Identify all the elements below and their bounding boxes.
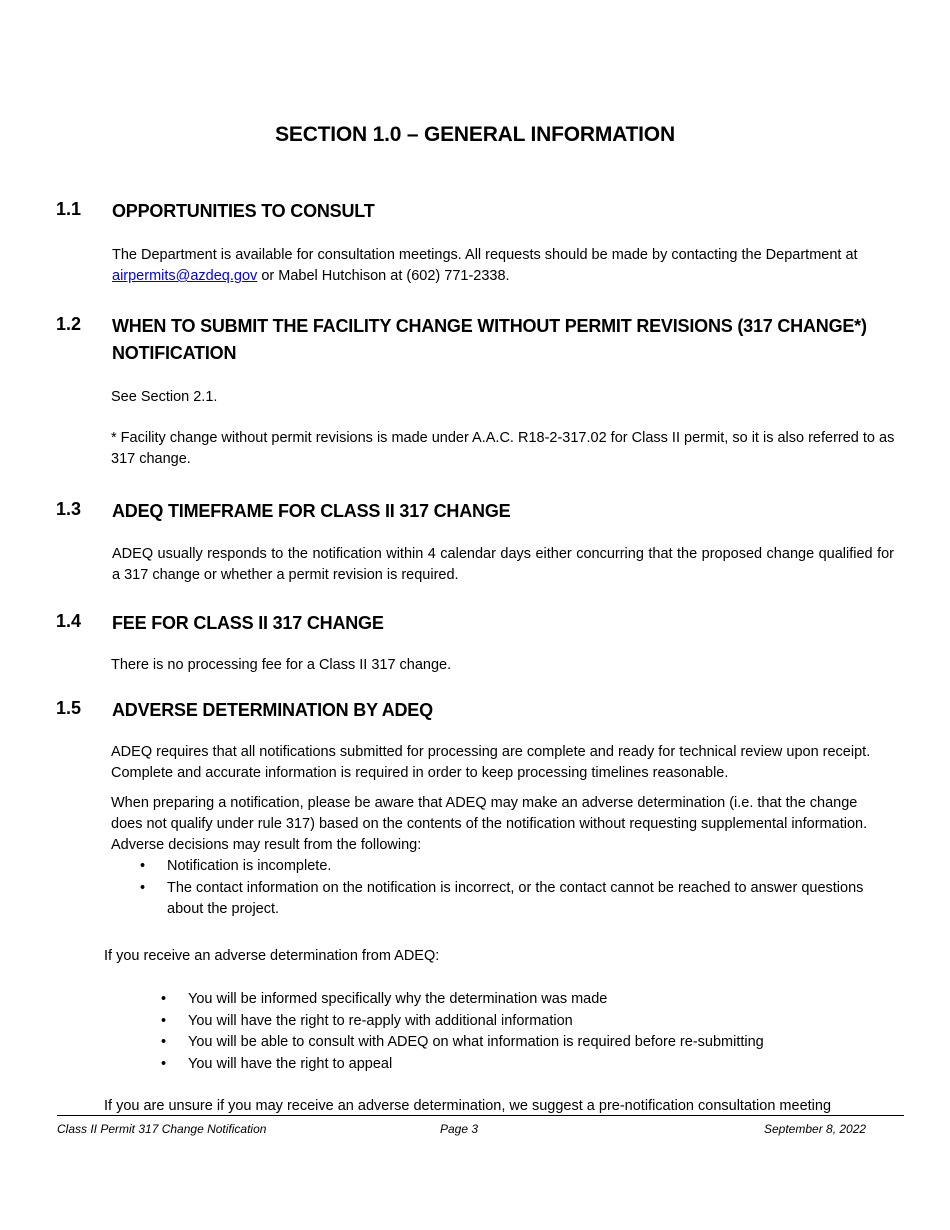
section-paragraph: When preparing a notification, please be aware that ADEQ may make an adverse determination (i.e. that the change does not qualify under rule 317) based on the contents of the notification without requesting supplemental information. Adverse decisions may result from the following: [111, 795, 868, 853]
list-item: • You will be able to consult with ADEQ on what information is required before re-submitting [188, 1032, 888, 1054]
rights-list [188, 989, 888, 1075]
email-link[interactable]: airpermits@azdeq.gov [112, 268, 258, 284]
list-item: • You will have the right to re-apply with additional information [188, 1011, 888, 1033]
section-heading: OPPORTUNITIES TO CONSULT [112, 201, 375, 221]
page-title: SECTION 1.0 – GENERAL INFORMATION [275, 123, 675, 146]
footnote: * Facility change without permit revisions is made under A.A.C. R18-2-317.02 for Class II permit, so it is also referred to as 317 change. [111, 430, 895, 467]
section-paragraph [112, 245, 902, 287]
consult-phone-text: or Mabel Hutchison at (602) 771-2338. [257, 268, 510, 284]
section-paragraph: See Section 2.1. [111, 389, 218, 405]
section-heading: FEE FOR CLASS II 317 CHANGE [112, 613, 384, 633]
footer-divider [57, 1115, 904, 1116]
section-number: 1.2 [56, 314, 82, 334]
section-paragraph: If you receive an adverse determination from ADEQ: [104, 948, 440, 964]
closing-paragraph: If you are unsure if you may receive an adverse determination, we suggest a pre-notification consultation meeting [104, 1098, 832, 1114]
list-item: • The contact information on the notification is incorrect, or the contact cannot be reached to answer questions about the project. [167, 878, 887, 921]
section-heading: ADVERSE DETERMINATION BY ADEQ [112, 700, 433, 720]
footer-document-title: Class II Permit 317 Change Notification [57, 1122, 267, 1136]
list-item: • Notification is incomplete. [167, 856, 887, 878]
footer-page-number: Page 3 [440, 1122, 479, 1136]
adverse-causes-list [167, 856, 887, 921]
section-number: 1.4 [56, 611, 82, 631]
section-number: 1.5 [56, 698, 82, 718]
section-paragraph: ADEQ usually responds to the notification within 4 calendar days either concurring that the proposed change qualified for a 317 change or whether a permit revision is required. [112, 546, 894, 583]
section-number: 1.1 [56, 199, 82, 219]
section-heading: WHEN TO SUBMIT THE FACILITY CHANGE WITHOUT PERMIT REVISIONS (317 CHANGE*) NOTIFICATION [112, 316, 867, 363]
list-item: • You will be informed specifically why the determination was made [188, 989, 888, 1011]
section-heading: ADEQ TIMEFRAME FOR CLASS II 317 CHANGE [112, 501, 511, 521]
section-number: 1.3 [56, 499, 82, 519]
section-paragraph: ADEQ requires that all notifications submitted for processing are complete and ready for technical review upon receipt. Complete and accurate information is required in order to keep processing timelines reasonable. [111, 744, 871, 781]
list-item: • You will have the right to appeal [188, 1054, 888, 1076]
consult-text: The Department is available for consultation meetings. All requests should be made by contacting the Department at [112, 247, 858, 263]
footer-date: September 8, 2022 [764, 1122, 867, 1136]
section-paragraph: There is no processing fee for a Class II 317 change. [111, 657, 452, 673]
